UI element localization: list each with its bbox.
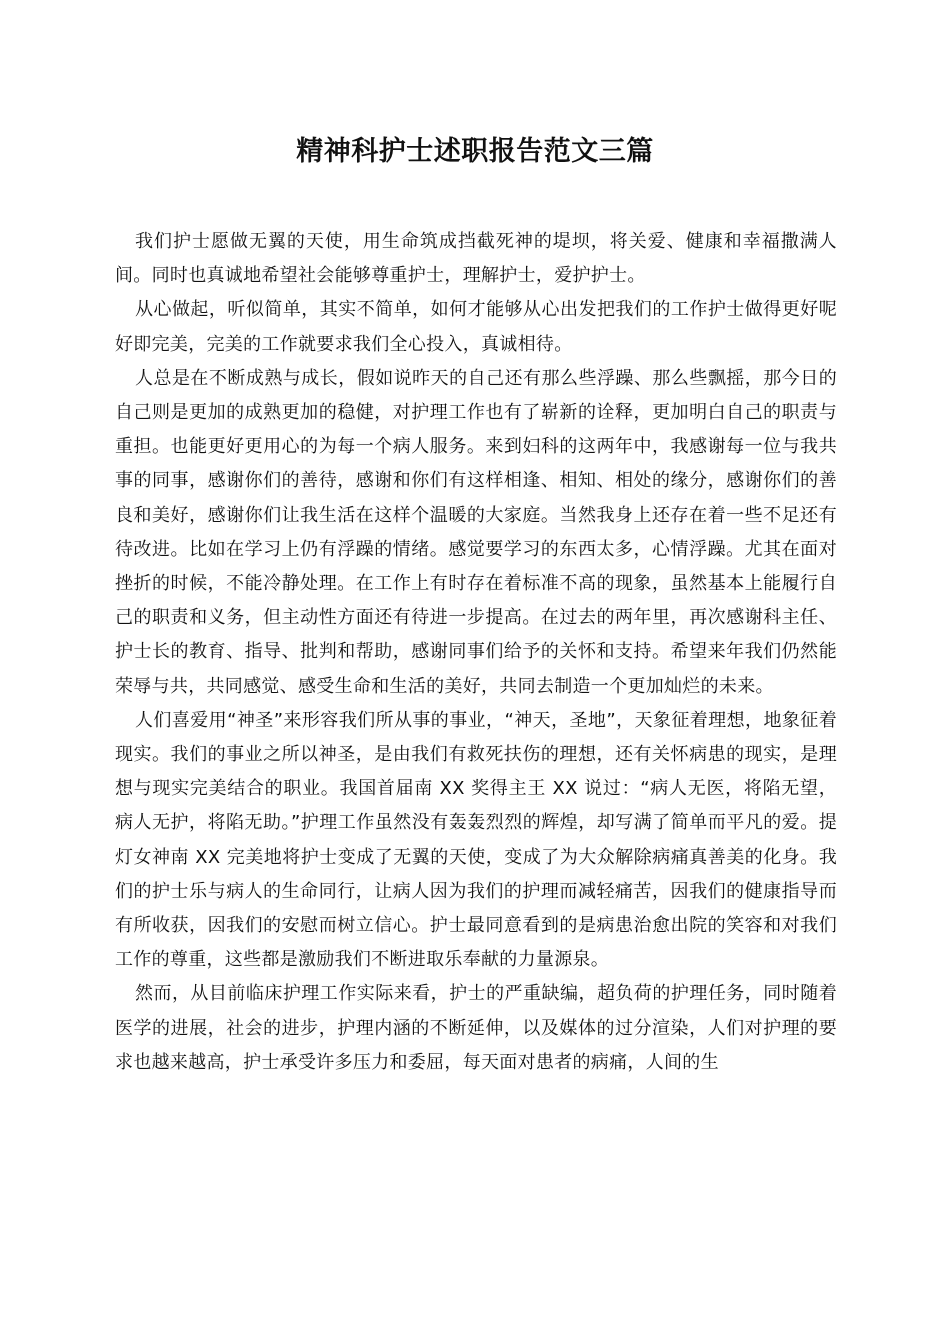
document-title: 精神科护士述职报告范文三篇: [296, 136, 654, 167]
paragraph-1: 我们护士愿做无翼的天使，用生命筑成挡截死神的堤坝，将关爱、健康和幸福撒满人间。同时也真诚地希望社会能够尊重护士，理解护士，爱护护士。: [115, 231, 837, 287]
paragraph-3: 人总是在不断成熟与成长，假如说昨天的自己还有那么些浮躁、那么些飘摇，那今日的自己则是更加的成熟更加的稳健，对护理工作也有了崭新的诠释，更加明白自己的职责与重担。也能更好更用心的为每一个病人服务。来到妇科的这两年中，我感谢每一位与我共事的同事，感谢你们的善待，感谢和你们有这样相逢、相知、相处的缘分，感谢你们的善良和美好，感谢你们让我生活在这样个温暖的大家庭。当然我身上还存在着一些不足还有待改进。比如在学习上仍有浮躁的情绪。感觉要学习的东西太多，心情浮躁。尤其在面对挫折的时候，不能冷静处理。在工作上有时存在着标准不高的现象，虽然基本上能履行自己的职责和义务，但主动性方面还有待进一步提高。在过去的两年里，再次感谢科主任、护士长的教育、指导、批判和帮助，感谢同事们给予的关怀和支持。希望来年我们仍然能荣辱与共，共同感觉、感受生命和生活的美好，共同去制造一个更加灿烂的未来。: [115, 367, 837, 697]
paragraph-2: 从心做起，听似简单，其实不简单，如何才能够从心出发把我们的工作护士做得更好呢好即完美，完美的工作就要求我们全心投入，真诚相待。: [115, 299, 837, 355]
paragraph-5: 然而，从目前临床护理工作实际来看，护士的严重缺编，超负荷的护理任务，同时随着医学的进展，社会的进步，护理内涵的不断延伸，以及媒体的过分渲染，人们对护理的要求也越来越高，护士承受许多压力和委屈，每天面对患者的病痛，人间的生: [115, 983, 837, 1073]
document-body: [115, 225, 837, 1080]
paragraph-4: 人们喜爱用“神圣”来形容我们所从事的事业，“神天，圣地”，天象征着理想，地象征着现实。我们的事业之所以神圣，是由我们有救死扶伤的理想，还有关怀病患的现实，是理想与现实完美结合的职业。我国首届南 XX 奖得主王 XX 说过：“病人无医，将陷无望，病人无护，将陷无助。”护理工作虽然没有轰轰烈烈的辉煌，却写满了简单而平凡的爱。提灯女神南 XX 完美地将护士变成了无翼的天使，变成了为大众解除病痛真善美的化身。我们的护士乐与病人的生命同行，让病人因为我们的护理而减轻痛苦，因我们的健康指导而有所收获，因我们的安慰而树立信心。护士最同意看到的是病患治愈出院的笑容和对我们工作的尊重，这些都是激励我们不断进取乐奉献的力量源泉。: [115, 709, 837, 971]
